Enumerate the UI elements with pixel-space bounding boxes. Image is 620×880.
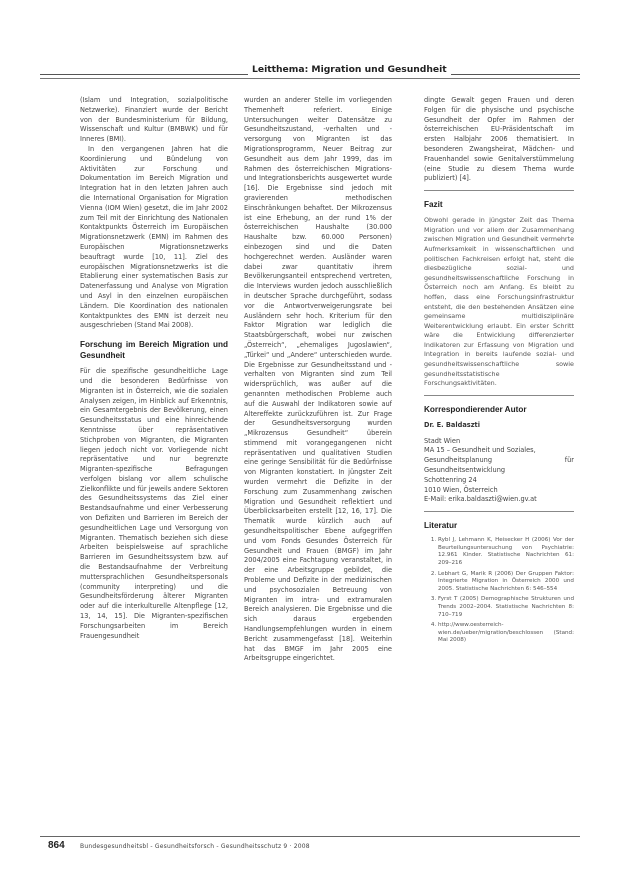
reference-item: 1. Rybl J, Lehmann K, Heisecker H (2006) Vor der Beurteilungsuntersuchung von Psychiatrie: 12.961 Kinder. Statistische Nachrichten 61: 209–216 [438, 537, 574, 567]
reference-item: 3. Fyrst T (2005) Demographische Strukturen und Trends 2002–2004. Statistische Nachrichten 8: 710–719 [438, 596, 574, 619]
header-rule-secondary [40, 78, 580, 79]
author-address-line: Stadt Wien [424, 436, 461, 445]
reference-list [424, 537, 574, 645]
section-rule [424, 395, 574, 396]
paragraph: wurden an anderer Stelle im vorliegenden Themenheft referiert. Einige Untersuchungen weiter Datensätze zu Gesundheitszustand, -verhalten und -versorgung von Migranten ist das Migrationsprogramm, Neuer Beitrag zur Gesundheit aus dem Jahr 1999, das im Rahmen des österreichischen Migrations- und Integrationsberichts ausgewertet wurde [16]. Die Ergebnisse sind jedoch mit gravierenden methodischen Einschränkungen behaftet. Der Mikrozensus ist eine Erhebung, an der rund 1% der österreichischen Haushalte (30.000 Haushalte bzw. 60.000 Personen) einbezogen sind und die Daten hochgerechnet werden. Ausländer waren dabei zwar quantitativ ihrem Bevölkerungsanteil entsprechend vertreten, die Interviews wurden jedoch ausschließlich in deutscher Sprache durchgeführt, sodass vor die Antwortverweigerungsrate bei Ausländern sehr hoch. Kriterium für den Faktor Migration war lediglich die Staatsbürgerschaft, wobei nur zwischen „Österreich“, „ehemaliges Jugoslawien“, „Türkei“ und „Andere“ unterschieden wurde. Die Ergebnisse zur Gesundheitsstand und -verhalten von Migranten sind zum Teil widersprüchlich, was außer auf die genannten methodischen Probleme auch auf die Auswahl der Indikatoren sowie auf Altereffekte zurückzuführen ist. Zur Frage der Gesundheitsversorgung wurden „Mikrozensus Gesundheit“ überein stimmend mit vorangegangenen nicht repräsentativen und qualitativen Studien eine geringe Sensibilität für die Bedürfnisse von Migranten konstatiert. In jüngster Zeit wurden vermehrt die Defizite in der Forschung zum Zusammenhang zwischen Migration und Gesundheit reflektiert und Überblicksarbeiten erstellt [12, 16, 17]. Die Thematik wurde kürzlich auch auf gesundheitspolitischer Ebene aufgegriffen und vom Fonds Gesundes Österreich für Gesundheit und Frauen (BMGF) im Jahr 2004/2005 eine Fachtagung veranstaltet, in der eine Arbeitsgruppe gebildet, die Probleme und Defizite in der medizinischen und psychosozialen Betreuung von Migranten im intra- und extramuralen Bereich analysieren. Die Ergebnisse und die sich daraus ergebenden Handlungsempfehlungen wurden in einem Bericht zusammengefasst [18]. Weiterhin hat das BMGF im Jahr 2005 eine Arbeitsgruppe eingerichtet. [244, 96, 392, 663]
paragraph: Für die spezifische gesundheitliche Lage und die besonderen Bedürfnisse von Migranten ist in Österreich, wie die sozialen Analysen zeigen, im Hinblick auf Erkenntnis, ein Gesamtergebnis der Bevölkerung, einen Gesundheitsstatus und eine hinreichende Kenntnisse über repräsentativen Stichproben von Migranten, die Migranten liegen jedoch nicht vor. Vorliegende nicht repräsentative und nur begrenzte Migranten-spezifische Befragungen verfolgen bislang vor allem schulische Zielkonflikte und für jeweils andere Sektoren des Gesundheitssystems das Ziel einer Bestandsaufnahme und einer Verbesserung von Defiziten und Barrieren im Bereich der gesundheitlichen Lage und Versorgung von Migranten. Thematisch beziehen sich diese Arbeiten beispielsweise auf sprachliche Barrieren im Gesundheitssystem bzw. auf die Bestandsaufnahme der Verbreitung muttersprachlichen Gesundheitspersonals (community interpreting) und die Gesundheitsförderung älterer Migranten oder auf die interkulturelle Altenpflege [12, 13, 14, 15]. Die Migranten-spezifischen Forschungsarbeiten im Bereich Frauengesundheit [80, 367, 228, 640]
section-rule [424, 511, 574, 512]
paragraph: (Islam und Integration, sozialpolitische Netzwerke). Finanziert wurde der Bericht von der Bundesministerium für Bildung, Wissenschaft und Kultur (BMBWK) und für Inneres (BMI). [80, 96, 228, 144]
running-header-title: Leitthema: Migration und Gesundheit [248, 64, 451, 75]
author-name: Dr. E. Baldaszti [424, 420, 480, 429]
fazit-heading: Fazit [424, 200, 443, 210]
author-email: E-Mail: erika.baldaszti@wien.gv.at [424, 495, 537, 504]
author-address-line: 1010 Wien, Österreich [424, 485, 498, 494]
text-column-middle [244, 96, 392, 664]
page-number: 864 [48, 840, 65, 851]
reference-item[interactable]: 4. http://www.oesterreich-wien.de/ueber/migration/beschlossen (Stand: Mai 2008) [438, 622, 574, 645]
reference-item: 2. Lebhart G, Marik R (2006) Der Gruppen Faktor: Integrierte Migration in Österreich 2000 und 2005. Statistische Nachrichten 6: 546–554 [438, 571, 574, 594]
text-column-right [424, 96, 574, 648]
footer-journal-line: Bundesgesundheitsbl - Gesundheitsforsch - Gesundheitsschutz 9 · 2008 [80, 843, 310, 850]
author-address-line: Schottenring 24 [424, 475, 477, 484]
section-rule [424, 190, 574, 191]
text-column-left [80, 96, 228, 641]
literature-heading: Literatur [424, 521, 458, 531]
paragraph: dingte Gewalt gegen Frauen und deren Folgen für die physische und psychische Gesundheit der Opfer im Rahmen der österreichischen EU-Präsidentschaft im ersten Halbjahr 2006 thematisiert. In besonderen Zwangsheirat, Mädchen- und Frauenhandel sowie Genitalverstümmelung (eine Studie zu diesem Thema wurde publiziert) [4]. [424, 96, 574, 183]
footer-rule [40, 836, 580, 837]
fazit-block [424, 216, 574, 389]
section-heading: Forschung im Bereich Migration und Gesundheit [80, 340, 228, 361]
author-address-line: MA 15 – Gesundheit und Soziales, [424, 446, 536, 455]
author-address-line: Gesundheitsplanung für Gesundheitsentwicklung [424, 456, 574, 475]
author-heading: Korrespondierender Autor [424, 404, 527, 414]
paragraph: In den vergangenen Jahren hat die Koordinierung und Bündelung von Aktivitäten zur Forschung und Dokumentation im Bereich Migration und Integration hat in den letzten Jahren auch die International Organisation for Migration Vienna (IOM Wien) gesetzt, die im Jahr 2002 zum Teil mit der Einrichtung des Nationalen Kontaktpunkts Österreich im Europäischen Migrationsnetzwerk (EMN) im Rahmen des Europäischen Migrationsnetzwerks beauftragt wurde [10, 11]. Ziel des europäischen Migrationsnetzwerks ist die Etablierung einer systematischen Basis zur Datenerfassung und Analyse von Migration und Asyl in den einzelnen europäischen Ländern. Die Koordination des nationalen Kontaktpunktes des EMN ist derzeit neu ausgeschrieben (Stand Mai 2008). [80, 144, 228, 330]
fazit-text: Obwohl gerade in jüngster Zeit das Thema Migration und vor allem der Zusammenhang zwischen Migration und Gesundheit vermehrte Aufmerksamkeit in wissenschaftlichen und politischen Fachkreisen erfolgt hat, steht die diesbezügliche sozial- und gesundheitswissenschaftliche Forschung in Österreich noch am Anfang. Es bleibt zu hoffen, dass eine Forschungsinfrastruktur entsteht, die den bestehenden Ansätzen eine gemeinsame multidisziplinäre Weiterentwicklung erlaubt. Ein erster Schritt wäre die Entwicklung differenzierter Indikatoren zur Erfassung von Migration und Integration in bereits laufende sozial- und gesundheitswissenschaftliche sowie gesundheitsstatistische Forschungsaktivitäten. [424, 216, 574, 388]
